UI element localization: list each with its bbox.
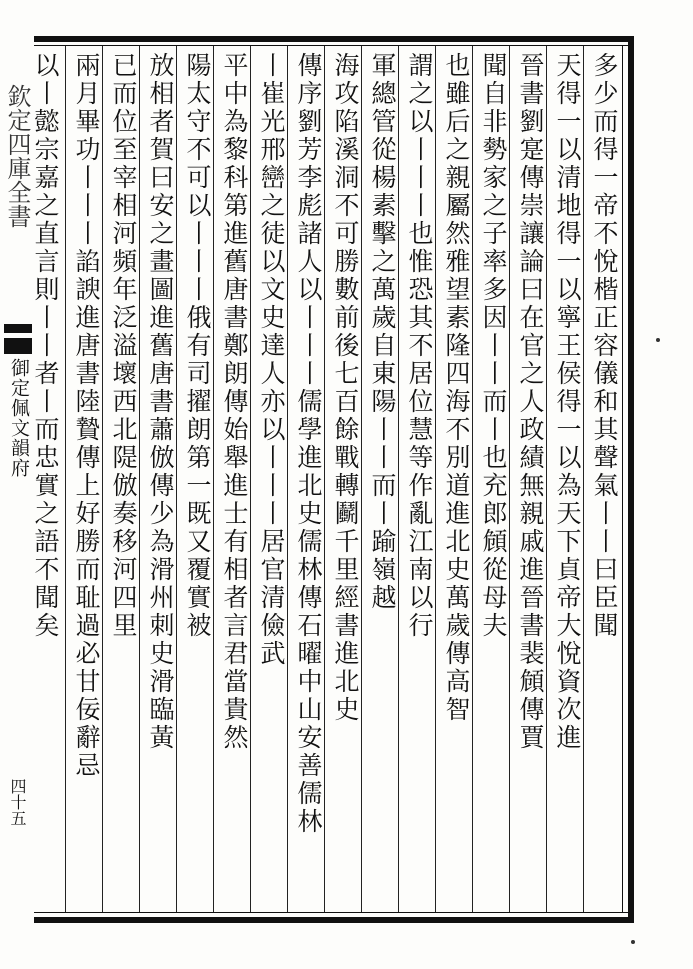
text-column-2: 天得一以清地得一以寧王侯得一以為天下貞帝大悅資次進 bbox=[553, 52, 582, 752]
fishtail-mark bbox=[4, 324, 32, 354]
margin-header-fragment: 欽定四庫全書 bbox=[3, 84, 31, 228]
text-column-11: 平中為黎科第進舊唐書鄭朗傳始舉進士有相者言君當貴然 bbox=[220, 52, 249, 752]
book-title: 御定佩文韻府 bbox=[8, 358, 30, 478]
text-column-8: 海攻陷溪洞不可勝數前後七百餘戰轉鬬千里經書進北史 bbox=[331, 52, 360, 724]
frame-top-inner-line bbox=[34, 45, 634, 46]
text-column-9: 傳序劉芳李彪諸人以丨丨丨儒學進北史儒林傳石曜中山安善儒林 bbox=[294, 52, 323, 836]
scan-speck bbox=[631, 940, 635, 944]
text-column-5: 也雖后之親屬然雅望素隆四海不別道進北史萬歲傳高智 bbox=[442, 52, 471, 724]
fishtail-gap bbox=[4, 333, 32, 338]
text-column-15: 兩月畢功丨丨丨諂諛進唐書陸贄傳上好勝而耻過必甘佞辭忌 bbox=[72, 52, 101, 780]
text-column-7: 軍總管從楊素擊之萬歲自東陽丨丨而丨踰嶺越 bbox=[368, 52, 397, 612]
scan-speck bbox=[656, 338, 660, 342]
frame-bottom-border bbox=[34, 917, 634, 923]
text-column-14: 已而位至宰相河頻年泛溢壞西北隄倣奏移河四里 bbox=[109, 52, 138, 640]
text-column-13: 放相者賀曰安之畫圖進舊唐書蕭倣傳少為滑州刺史滑臨黃 bbox=[146, 52, 175, 752]
frame-bottom-inner-line bbox=[34, 912, 634, 913]
text-column-4: 聞自非勢家之子率多因丨丨而丨也充郎頠從母夫 bbox=[479, 52, 508, 640]
text-column-16: 以丨懿宗嘉之直言則丨丨者丨而忠實之語不聞矣 bbox=[31, 52, 60, 640]
text-column-6: 謂之以丨丨丨也惟恐其不居位慧等作亂江南以行 bbox=[405, 52, 434, 640]
text-column-10: 丨崔光邢巒之徒以文史達人亦以丨丨丨居官清儉武 bbox=[257, 52, 286, 668]
text-column-3: 晉書劉寔傳崇讓論曰在官之人政績無親戚進晉書裴頠傳賈 bbox=[516, 52, 545, 752]
page-number: 四十五 bbox=[8, 778, 27, 826]
text-column-1: 多少而得一帝不悅楷正容儀和其聲氣丨丨曰臣聞 bbox=[590, 52, 619, 640]
text-column-12: 陽太守不可以丨丨丨俄有司擢朗第一既又覆實被 bbox=[183, 52, 212, 640]
frame-right-border bbox=[628, 36, 634, 923]
frame-top-border bbox=[34, 36, 634, 42]
